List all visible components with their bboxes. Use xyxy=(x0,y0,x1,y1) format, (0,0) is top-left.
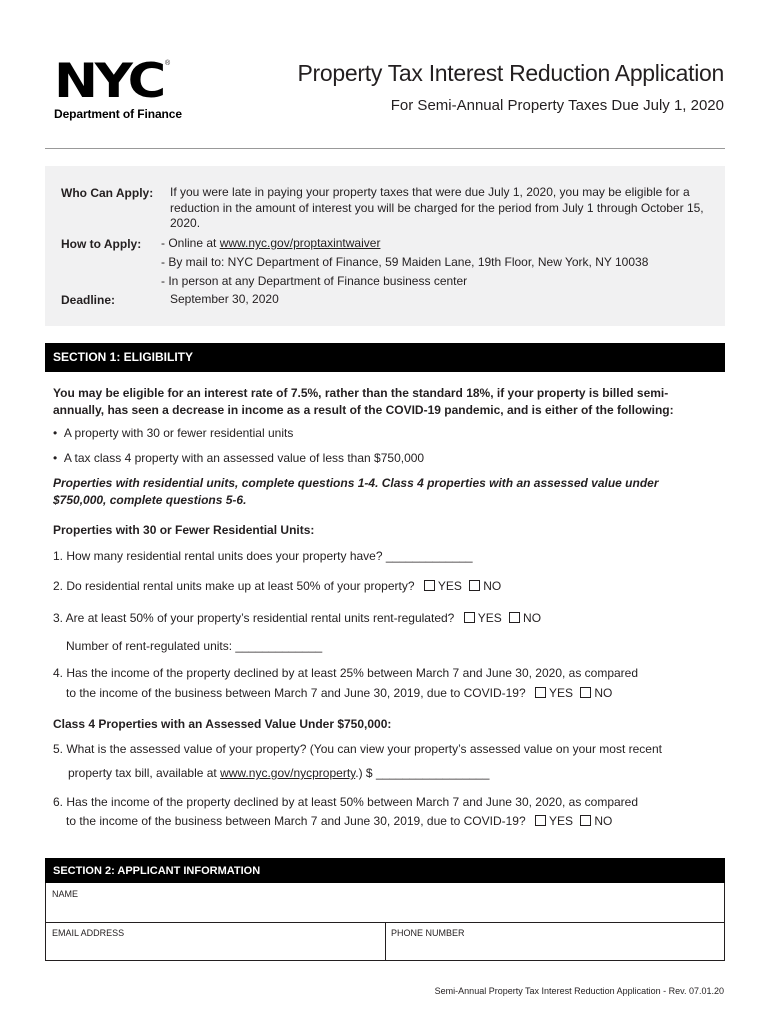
page-title: Property Tax Interest Reduction Application xyxy=(297,60,724,86)
no-label: NO xyxy=(594,686,613,700)
q2-no-checkbox[interactable] xyxy=(469,580,480,591)
question-1: 1. How many residential rental units does your property have? _____________ xyxy=(53,549,473,563)
q6-yes-checkbox[interactable] xyxy=(535,815,546,826)
question-4-line2 xyxy=(66,685,612,702)
question-2 xyxy=(53,578,501,595)
apply-online xyxy=(161,236,701,252)
bullet-text: A tax class 4 property with an assessed value of less than $750,000 xyxy=(63,451,425,465)
phone-label: PHONE NUMBER xyxy=(391,928,465,938)
question-5-line1: 5. What is the assessed value of your property? (You can view your property’s assessed value on your most recent xyxy=(53,742,662,756)
who-can-apply-label: Who Can Apply: xyxy=(61,186,154,200)
who-can-apply-text: If you were late in paying your property taxes that were due July 1, 2020, you may be eligible for a reduction in the amount of interest you will be charged for the period from July 1 through October 15, 2020. xyxy=(170,185,704,230)
column-divider xyxy=(385,922,386,960)
yes-label: YES xyxy=(437,579,462,593)
apply-online-prefix: - Online at xyxy=(161,236,220,250)
question-6-line2 xyxy=(66,813,612,830)
question-4-text: to the income of the business between March 7 and June 30, 2019, due to COVID-19? xyxy=(66,686,526,700)
no-label: NO xyxy=(594,814,613,828)
apply-in-person: - In person at any Department of Finance business center xyxy=(161,274,468,288)
q4-no-checkbox[interactable] xyxy=(580,687,591,698)
question-3-units: Number of rent-regulated units: _____________ xyxy=(66,639,323,653)
no-label: NO xyxy=(523,611,542,625)
yes-label: YES xyxy=(477,611,502,625)
logo-wordmark: NYC xyxy=(54,54,163,109)
subheading-class4: Class 4 Properties with an Assessed Value Under $750,000: xyxy=(53,717,392,731)
how-to-apply-label: How to Apply: xyxy=(61,237,142,251)
nyc-logo xyxy=(54,54,204,122)
bullet-item: • A property with 30 or fewer residential units xyxy=(53,426,294,440)
logo-department: Department of Finance xyxy=(54,107,182,121)
q3-no-checkbox[interactable] xyxy=(509,612,520,623)
q3-yes-checkbox[interactable] xyxy=(464,612,475,623)
yes-label: YES xyxy=(548,686,573,700)
question-3-text: 3. Are at least 50% of your property’s residential rental units rent-regulated? xyxy=(53,611,455,625)
proptax-link[interactable]: www.nyc.gov/proptaxintwaiver xyxy=(219,236,381,250)
question-6-line1: 6. Has the income of the property declined by at least 50% between March 7 and June 30, 2020, as compared xyxy=(53,795,639,809)
question-5-prefix: property tax bill, available at xyxy=(68,766,221,780)
question-3 xyxy=(53,610,541,627)
no-label: NO xyxy=(483,579,502,593)
email-label: EMAIL ADDRESS xyxy=(52,928,125,938)
subheading-residential: Properties with 30 or Fewer Residential Units: xyxy=(53,523,315,537)
nycproperty-link[interactable]: www.nyc.gov/nycproperty xyxy=(220,766,356,780)
deadline-text: September 30, 2020 xyxy=(170,292,279,306)
footer-revision: Semi-Annual Property Tax Interest Reduction Application - Rev. 07.01.20 xyxy=(434,986,724,996)
question-5-line2 xyxy=(68,765,489,782)
q2-yes-checkbox[interactable] xyxy=(424,580,435,591)
apply-by-mail: - By mail to: NYC Department of Finance, 59 Maiden Lane, 19th Floor, New York, NY 10038 xyxy=(161,255,649,269)
page-subtitle: For Semi-Annual Property Taxes Due July 1, 2020 xyxy=(390,97,724,114)
q4-yes-checkbox[interactable] xyxy=(535,687,546,698)
section1-heading: SECTION 1: ELIGIBILITY xyxy=(45,343,725,372)
question-2-text: 2. Do residential rental units make up at least 50% of your property? xyxy=(53,579,415,593)
yes-label: YES xyxy=(548,814,573,828)
question-5-suffix: .) $ _________________ xyxy=(355,766,490,780)
bullet-text: A property with 30 or fewer residential units xyxy=(63,426,294,440)
instructions: Properties with residential units, complete questions 1-4. Class 4 properties with an assessed value under $750,000, complete questions 5-6. xyxy=(53,476,659,507)
question-4-line1: 4. Has the income of the property declined by at least 25% between March 7 and June 30, 2020, as compared xyxy=(53,666,639,680)
name-label: NAME xyxy=(52,889,79,899)
logo-registered-mark: ® xyxy=(165,60,171,67)
info-box xyxy=(45,166,725,326)
bullet-item: • A tax class 4 property with an assessed value of less than $750,000 xyxy=(53,451,425,465)
section2-heading: SECTION 2: APPLICANT INFORMATION xyxy=(45,858,725,883)
header-divider xyxy=(45,148,725,149)
eligibility-intro: You may be eligible for an interest rate of 7.5%, rather than the standard 18%, if your property is billed semi-annually, has seen a decrease in income as a result of the COVID-19 pandemic, and is either of the following: xyxy=(53,386,674,417)
question-6-text: to the income of the business between March 7 and June 30, 2019, due to COVID-19? xyxy=(66,814,526,828)
deadline-label: Deadline: xyxy=(61,293,116,307)
applicant-table xyxy=(45,883,725,961)
q6-no-checkbox[interactable] xyxy=(580,815,591,826)
